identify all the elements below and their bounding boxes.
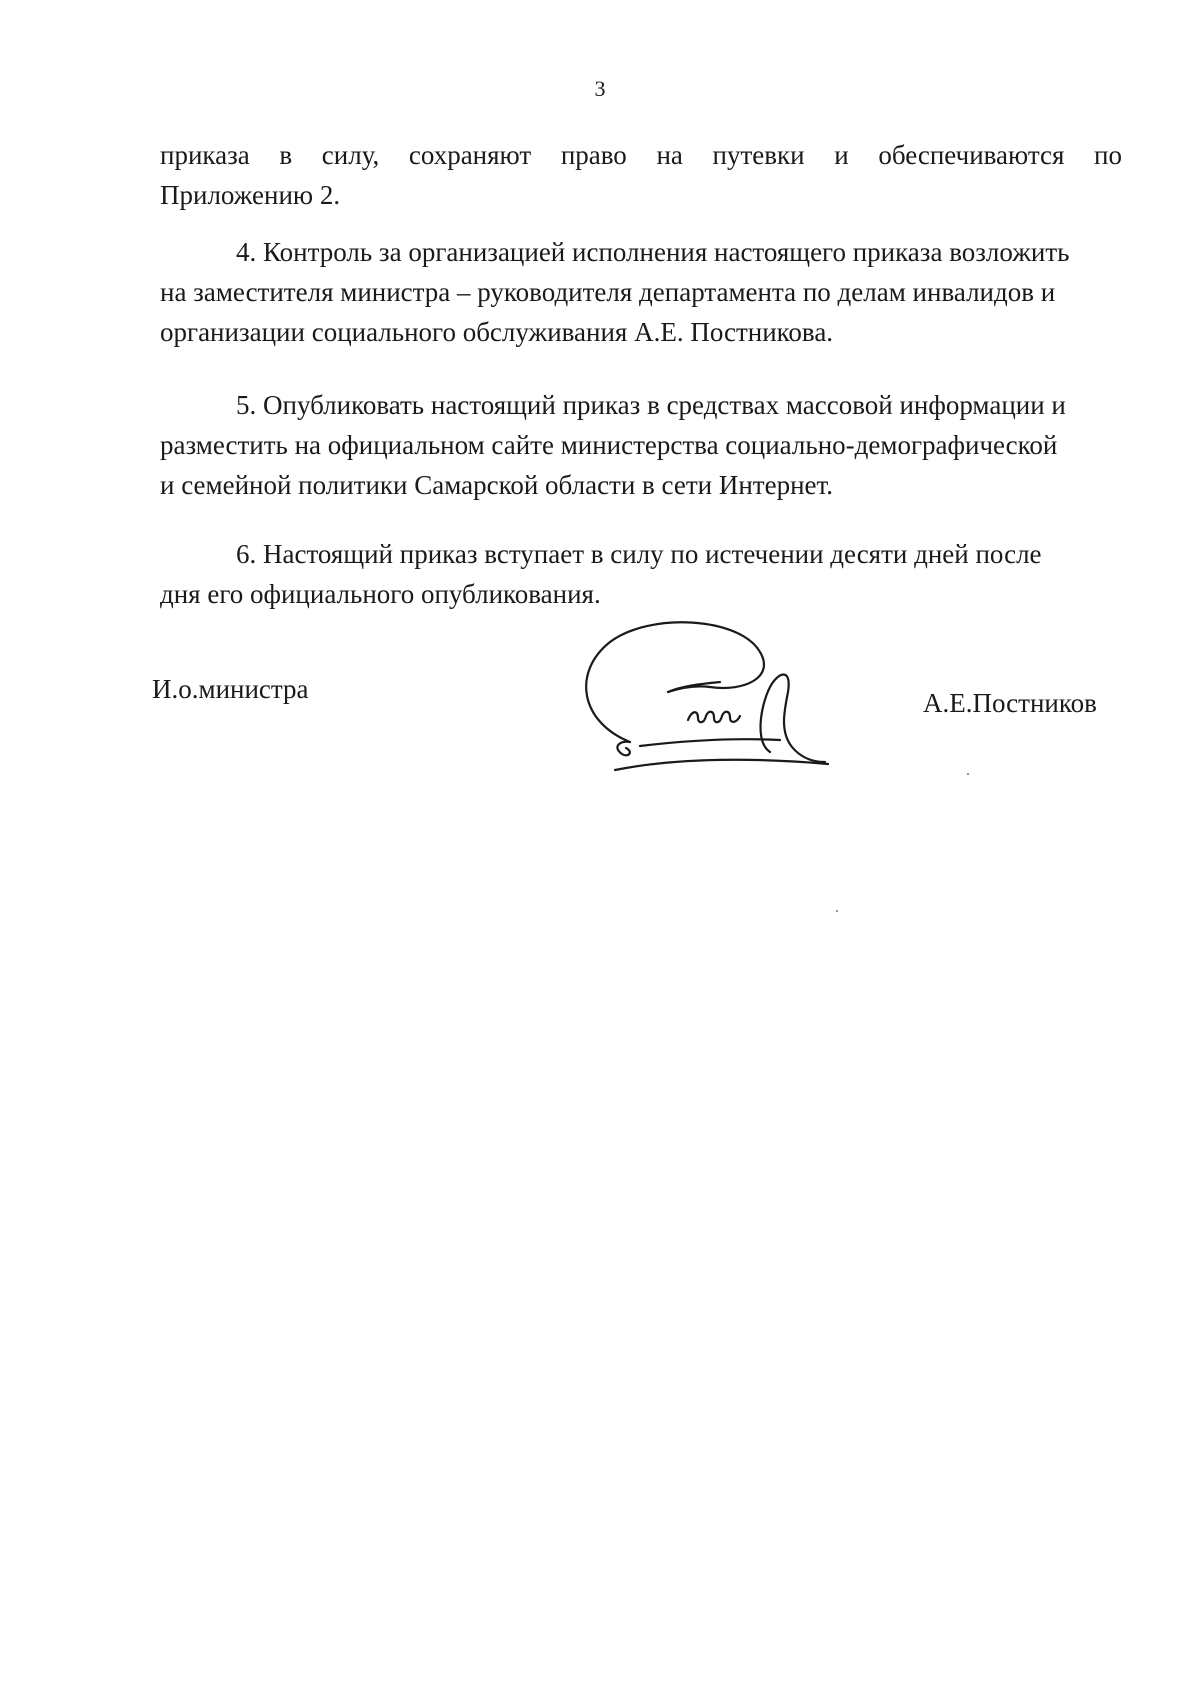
word: обеспечиваются (878, 140, 1065, 170)
word: в (279, 140, 293, 170)
item-4-line-3: организации социального обслуживания А.Е. Постникова. (160, 317, 834, 347)
scan-speck (967, 773, 969, 775)
item-6-line-1: 6. Настоящий приказ вступает в силу по истечении десяти дней после (236, 539, 1042, 569)
word: на (656, 140, 683, 170)
handwritten-signature (570, 612, 870, 772)
page-number: 3 (594, 76, 606, 101)
word: приказа (160, 140, 250, 170)
item-4-line-2: на заместителя министра – руководителя департамента по делам инвалидов и (160, 277, 1056, 307)
word: по (1094, 140, 1122, 170)
item-5-line-1: 5. Опубликовать настоящий приказ в средствах массовой информации и (236, 390, 1066, 420)
scan-speck (836, 910, 838, 912)
word: право (560, 140, 627, 170)
word: силу, (321, 140, 380, 170)
paragraph-item-6 (160, 534, 1122, 614)
continuation-paragraph (160, 135, 1122, 215)
paragraph-item-5 (160, 385, 1122, 505)
item-6-line-2: дня его официального опубликования. (160, 579, 601, 609)
continuation-line-1 (160, 135, 1122, 175)
word: сохраняют (408, 140, 532, 170)
item-5-line-3: и семейной политики Самарской области в сети Интернет. (160, 470, 834, 500)
word: и (834, 140, 849, 170)
signer-title: И.о.министра (152, 674, 309, 704)
signer-name: А.Е.Постников (923, 688, 1097, 718)
paragraph-item-4 (160, 232, 1122, 352)
word: путевки (712, 140, 805, 170)
item-5-line-2: разместить на официальном сайте министерства социально-демографической (160, 430, 1058, 460)
continuation-line-2: Приложению 2. (160, 180, 341, 210)
item-4-line-1: 4. Контроль за организацией исполнения настоящего приказа возложить (236, 237, 1070, 267)
